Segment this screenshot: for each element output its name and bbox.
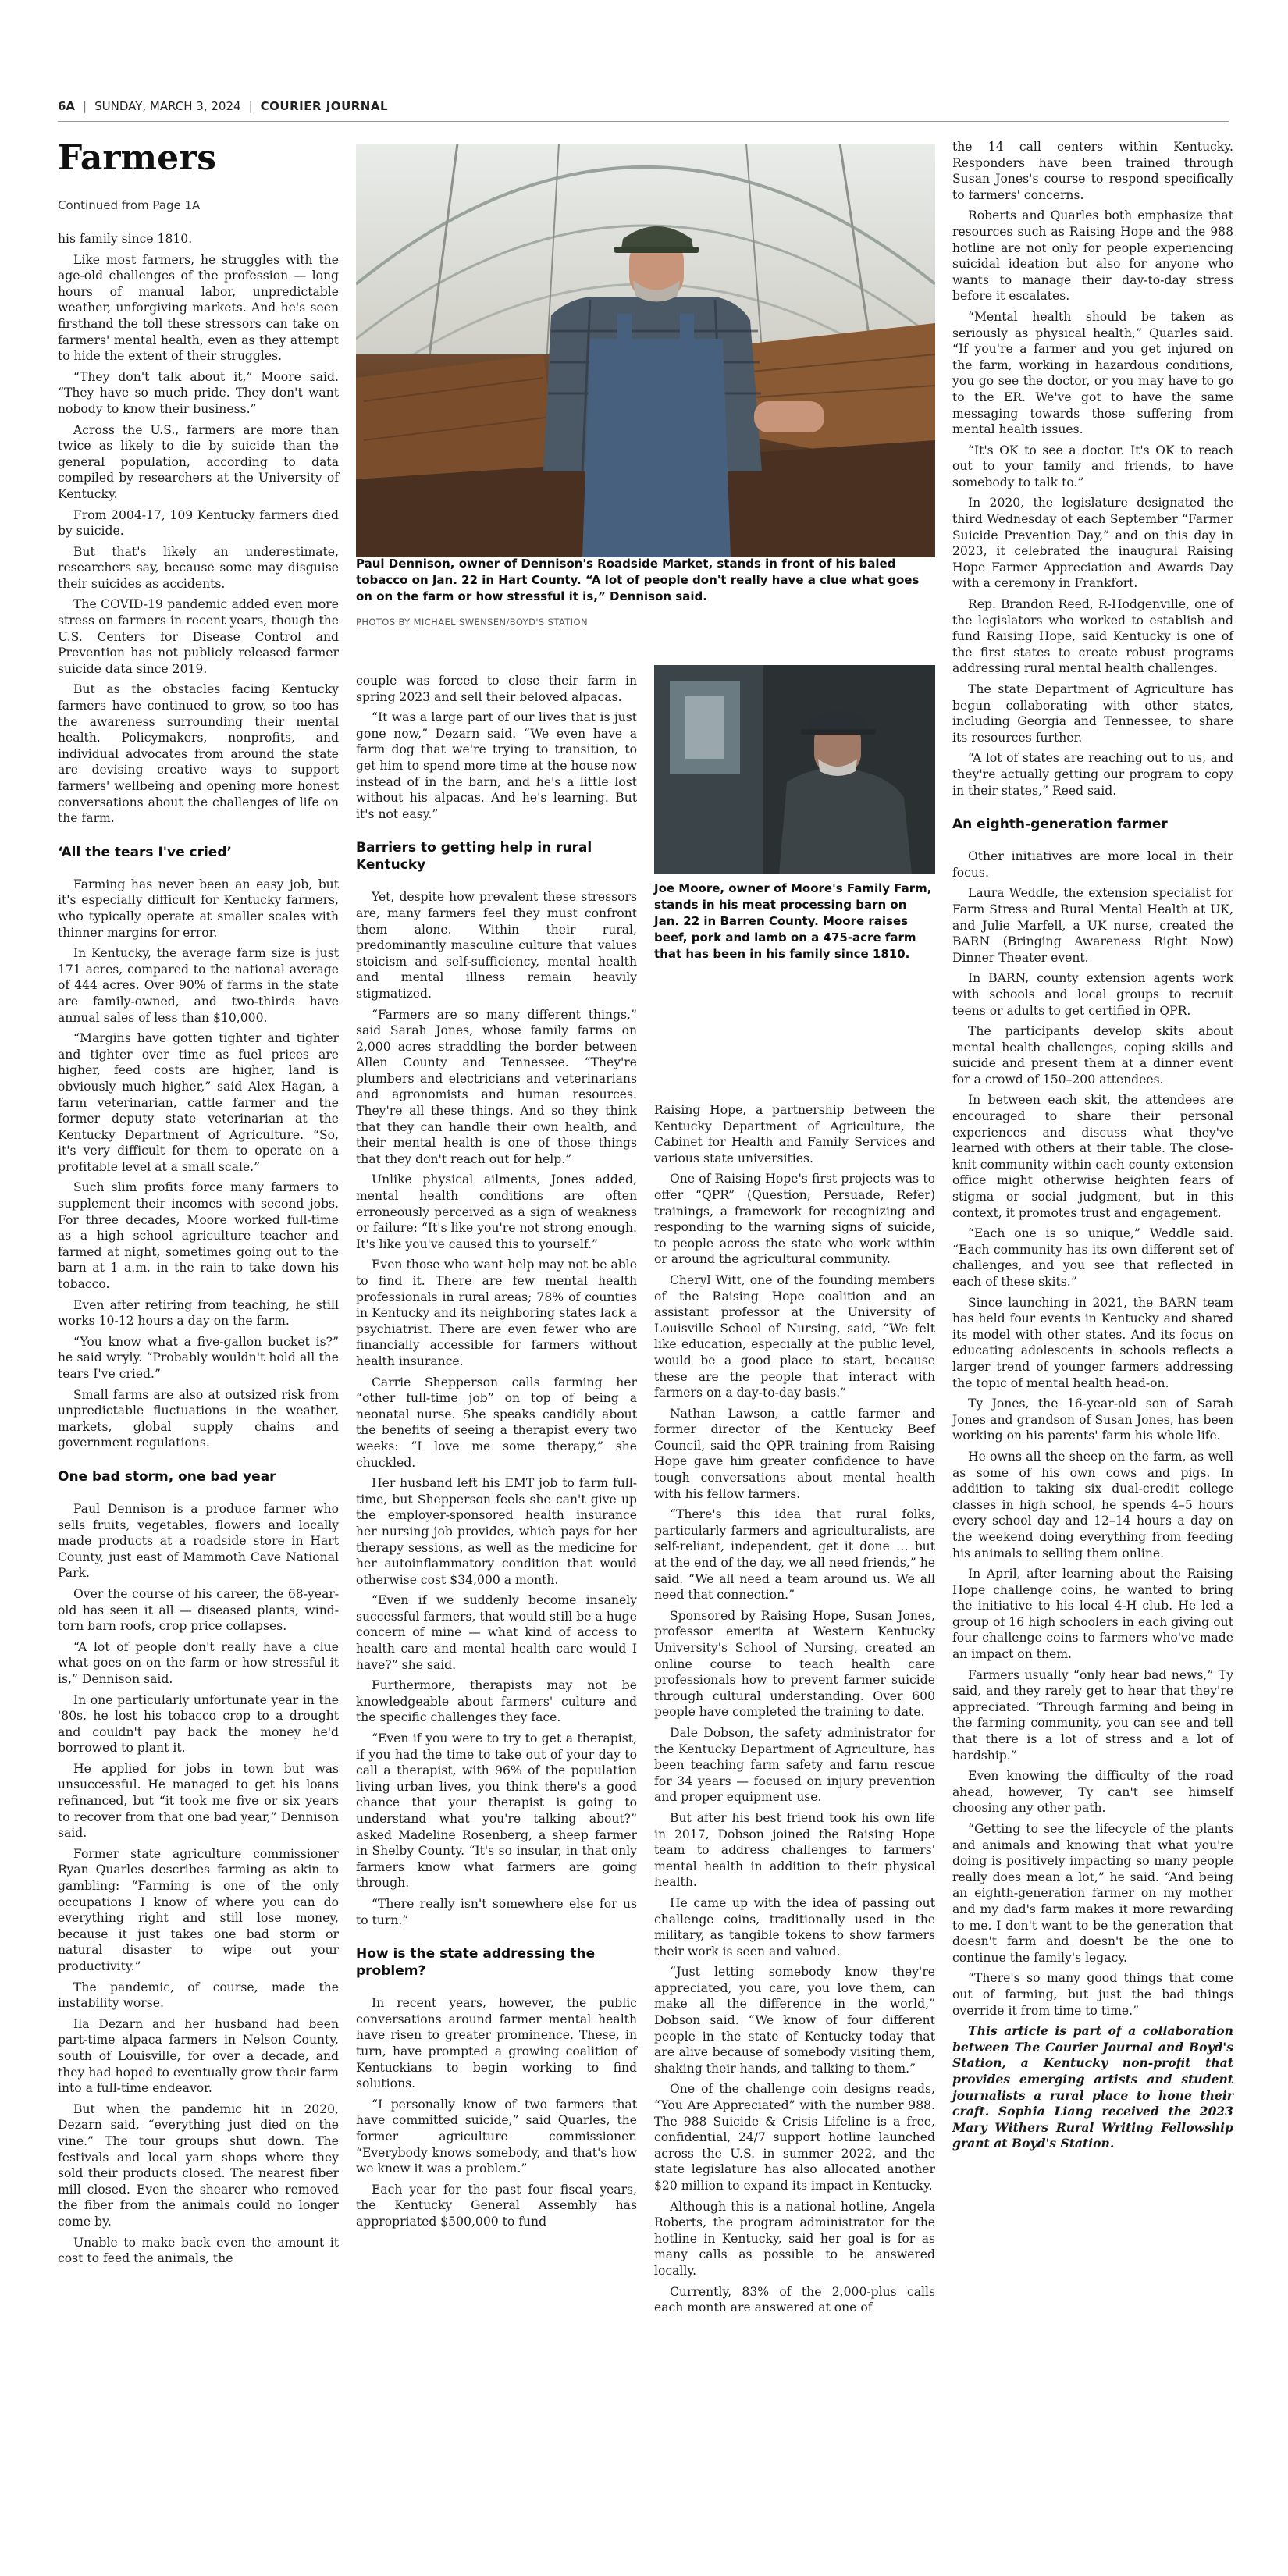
paragraph: Former state agriculture commissioner Ryan Quarles describes farming as akin to gambling: “Farming is one of the only occupations I know of where you can do everything right and still lose money, because it just takes one bad storm or natural disaster to wipe out your productivity.” bbox=[58, 1846, 339, 1973]
paragraph: Since launching in 2021, the BARN team has held four events in Kentucky and shared its model with other states. And its focus on educating adolescents in schools reflects a larger trend of younger farmers addressing the topic of mental health head-on. bbox=[952, 1295, 1233, 1390]
paragraph: “A lot of states are reaching out to us, and they're actually getting our program to copy in their states,” Reed said. bbox=[952, 751, 1233, 798]
paragraph: “Mental health should be taken as seriously as physical health,” Quarles said. “If you're a farmer and you get injured on the farm, working in hazardous conditions, you go see the doctor, or you may have to go to the ER. We've got to have the same messaging towards those suffering from mental health issues. bbox=[952, 309, 1233, 437]
paragraph: Unlike physical ailments, Jones added, mental health conditions are often erroneously perceived as a sign of weakness or failure: “It's like you're not strong enough. It's like you've caused this to yourself.” bbox=[356, 1172, 637, 1251]
paragraph: “You know what a five-gallon bucket is?” he said wryly. “Probably wouldn't hold all the tears I've cried.” bbox=[58, 1334, 339, 1381]
paragraph: In one particularly unfortunate year in the '80s, he lost his tobacco crop to a drought and couldn't pay back the money he'd borrowed to plant it. bbox=[58, 1692, 339, 1756]
paragraph: In Kentucky, the average farm size is just 171 acres, compared to the national average of 444 acres. Over 90% of farms in the state are family-owned, and two-thirds have annual sales of less than $10,000. bbox=[58, 946, 339, 1025]
paragraph: Such slim profits force many farmers to supplement their incomes with second jobs. For three decades, Moore worked full-time as a high school agriculture teacher and farmed at night, sometimes going out to the barn at 1 a.m. in the rain to take down his tobacco. bbox=[58, 1180, 339, 1292]
paragraph: “There really isn't somewhere else for us to turn.” bbox=[356, 1896, 637, 1927]
paragraph: Small farms are also at outsized risk from unpredictable fluctuations in the weather, markets, global supply chains and government regulations. bbox=[58, 1387, 339, 1450]
column-4 bbox=[952, 139, 1233, 2157]
paragraph: He applied for jobs in town but was unsuccessful. He managed to get his loans refinanced, but “it took me five or six years to recover from that one bad year,” Dennison said. bbox=[58, 1761, 339, 1841]
paragraph: his family since 1810. bbox=[58, 232, 193, 246]
paragraph: Rep. Brandon Reed, R-Hodgenville, one of the legislators who worked to establish and fund Raising Hope, said Kentucky is one of the first states to create robust programs addressing rural mental health challenges. bbox=[952, 597, 1233, 676]
paragraph: Yet, despite how prevalent these stressors are, many farmers feel they must confront them alone. Within their rural, predominantly masculine culture that values stoicism and self-sufficiency, mental health and mental illness remain heavily stigmatized. bbox=[356, 890, 637, 1001]
paragraph: Even knowing the difficulty of the road ahead, however, Ty can't see himself choosing any other path. bbox=[952, 1769, 1233, 1816]
paragraph: In April, after learning about the Raising Hope challenge coins, he wanted to bring the initiative to his local 4-H club. He led a group of 16 high schoolers in each giving out four challenge coins to farmers who've made an impact on them. bbox=[952, 1567, 1233, 1662]
paragraph: Like most farmers, he struggles with the age-old challenges of the profession — long hours of manual labor, unpredictable weather, unforgiving markets. And he's seen firsthand the toll these stressors can take on farmers' mental health, even as they attempt to hide the extent of their struggles. bbox=[58, 252, 339, 364]
paragraph: Dale Dobson, the safety administrator for the Kentucky Department of Agriculture, has been teaching farm safety and farm rescue for 34 years — focused on injury prevention and proper equipment use. bbox=[654, 1725, 935, 1805]
paragraph: “They don't talk about it,” Moore said. “They have so much pride. They don't want nobody to know their business.” bbox=[58, 369, 339, 416]
paragraph: “Just letting somebody know they're appreciated, you care, you love them, can make all the difference in the world,” Dobson said. “We know of four different people in the state of Kentucky today that are alive because of somebody visiting them, shaking their hands, and talking to them.” bbox=[654, 1965, 935, 2076]
paragraph: In recent years, however, the public conversations around farmer mental health have risen to greater prominence. These, in turn, have prompted a growing coalition of Kentuckians to begin working to find solutions. bbox=[356, 1996, 637, 2091]
paragraph: Each year for the past four fiscal years, the Kentucky General Assembly has appropriated $500,000 to fund bbox=[356, 2182, 637, 2229]
paragraph: “Getting to see the lifecycle of the plants and animals and knowing that what you're doing is positively impacting so many people really does mean a lot,” he said. “And being an eighth-generation farmer on my mother and my dad's farm makes it more rewarding to me. I don't want to be the generation that doesn't farm and doesn't be the one to continue the family's legacy. bbox=[952, 1822, 1233, 1965]
paragraph: Nathan Lawson, a cattle farmer and former director of the Kentucky Beef Council, said the QPR training from Raising Hope gave him greater confidence to have tough conversations about mental health with his fellow farmers. bbox=[654, 1406, 935, 1501]
paragraph: Farming has never been an easy job, but it's especially difficult for Kentucky farmers, who typically operate at smaller scales with thinner margins for error. bbox=[58, 877, 339, 940]
paragraph: Sponsored by Raising Hope, Susan Jones, professor emerita at Western Kentucky University's School of Nursing, created an online course to teach health care professionals how to prevent farmer suicide through cultural understanding. Over 600 people have completed the training to date. bbox=[654, 1608, 935, 1720]
paragraph: Other initiatives are more local in their focus. bbox=[952, 849, 1233, 880]
paragraph: He came up with the idea of passing out challenge coins, traditionally used in the military, as tangible tokens to show farmers their work is seen and valued. bbox=[654, 1895, 935, 1959]
page-folio: 6A | SUNDAY, MARCH 3, 2024 | COURIER JOURNAL bbox=[58, 99, 389, 113]
paragraph: Cheryl Witt, one of the founding members of the Raising Hope coalition and an assistant professor at the University of Louisville School of Nursing, said, “We felt like education, especially at the public level, would be a good place to start, because these are the people that interact with farmers on a day-to-day basis.” bbox=[654, 1272, 935, 1400]
subhead-eighth-generation: An eighth-generation farmer bbox=[952, 817, 1168, 833]
paragraph: One of the challenge coin designs reads, “You Are Appreciated” with the number 988. The 988 Suicide & Crisis Lifeline is a free, confidential, 24/7 support hotline launched across the U.S. in summer 2022, and the state legislature has also allocated another $20 million to expand its impact in Kentucky. bbox=[654, 2082, 935, 2193]
paragraph: In BARN, county extension agents work with schools and local groups to recruit teens or adults to get certified in QPR. bbox=[952, 971, 1233, 1018]
paragraph: Although this is a national hotline, Angela Roberts, the program administrator for the hotline in Kentucky, said her goal is for as many calls as possible to be answered locally. bbox=[654, 2199, 935, 2278]
photo-credit: PHOTOS BY MICHAEL SWENSEN/BOYD'S STATION bbox=[356, 617, 588, 628]
column-1 bbox=[58, 231, 339, 2272]
paragraph: “I personally know of two farmers that have committed suicide,” said Quarles, the former agriculture commissioner. “Everybody knows somebody, and that's how we knew it was a problem.” bbox=[356, 2097, 637, 2176]
paragraph: “Even if you were to try to get a therapist, if you had the time to take out of your day to call a therapist, with 96% of the population living urban lives, you think there's a good chance that your therapist is going to understand what you're talking about?” asked Madeline Rosenberg, a sheep farmer in Shelby County. “It's so insular, in that only farmers know what farmers are going through. bbox=[356, 1731, 637, 1891]
paragraph: Laura Weddle, the extension specialist for Farm Stress and Rural Mental Health at UK, and Julie Marfell, a UK nurse, created the BARN (Bringing Awareness Right Now) Dinner Theater event. bbox=[952, 886, 1233, 965]
paragraph: Her husband left his EMT job to farm full-time, but Shepperson feels she can't give up the employer-sponsored health insurance her nursing job provides, which pays for her therapy sessions, as well as the medicine for her autoinflammatory condition that would otherwise cost $34,000 a month. bbox=[356, 1476, 637, 1587]
dennison-photo bbox=[356, 144, 935, 557]
issue-date: SUNDAY, MARCH 3, 2024 bbox=[94, 99, 241, 113]
subhead-one-bad-storm: One bad storm, one bad year bbox=[58, 1468, 276, 1485]
big-photo-caption: Paul Dennison, owner of Dennison's Roadside Market, stands in front of his baled tobacco on Jan. 22 in Hart County. “A lot of people don't really have a clue what goes on on the farm or how stressful it is,” Dennison said. bbox=[356, 557, 920, 603]
page-number: 6A bbox=[58, 99, 76, 113]
paragraph: “It's OK to see a doctor. It's OK to reach out to your family and friends, to have somebody to talk to.” bbox=[952, 443, 1233, 489]
paragraph: “There's so many good things that come out of farming, but just the bad things override it from time to time.” bbox=[952, 1971, 1233, 2018]
paragraph: But as the obstacles facing Kentucky farmers have continued to grow, so too has the awareness surrounding their mental health. Policymakers, nonprofits, and individual advocates from around the state are devising creative ways to support farmers' wellbeing and opening more honest conversations about the challenges of life on the farm. bbox=[58, 682, 339, 826]
paragraph: “There's this idea that rural folks, particularly farmers and agriculturalists, are self-reliant, independent, get it done … but at the end of the day, we all need friends,” he said. “We all need a team around us. We all need that connection.” bbox=[654, 1507, 935, 1603]
paragraph: But after his best friend took his own life in 2017, Dobson joined the Raising Hope team to address challenges to farmers' mental health in addition to their physical health. bbox=[654, 1810, 935, 1890]
paragraph: “A lot of people don't really have a clue what goes on on the farm or how stressful it is,” Dennison said. bbox=[58, 1639, 339, 1686]
paragraph: One of Raising Hope's first projects was to offer “QPR” (Question, Persuade, Refer) trainings, a framework for recognizing and responding to the warning signs of suicide, to people across the state who work within or around the agricultural community. bbox=[654, 1172, 935, 1267]
paragraph: Carrie Shepperson calls farming her “other full-time job” on top of being a neonatal nurse. She speaks candidly about the benefits of seeing a therapist every two weeks: “I love me some therapy,” she chuckled. bbox=[356, 1375, 637, 1470]
column-2 bbox=[356, 673, 637, 2234]
paragraph: Even those who want help may not be able to find it. There are few mental health professionals in rural areas; 78% of counties in Kentucky and its neighboring states lack a psychiatrist. There are even fewer who are financially accessible for farmers without health insurance. bbox=[356, 1258, 637, 1368]
paragraph: The state Department of Agriculture has begun collaborating with other states, including Georgia and Tennessee, to share its resources further. bbox=[952, 682, 1233, 745]
header-rule bbox=[58, 121, 1229, 122]
moore-photo bbox=[654, 665, 935, 874]
jump-line: Continued from Page 1A bbox=[58, 198, 201, 212]
paragraph: “Margins have gotten tighter and tighter and tighter over time as fuel prices are higher, feed costs are higher, land is obviously much higher,” said Alex Hagan, a farm veterinarian, cattle farmer and the former deputy state veterinarian at the Kentucky Department of Agriculture. “So, it's very difficult for them to operate on a profitable level at a small scale.” bbox=[58, 1031, 339, 1174]
story-headline: Farmers bbox=[58, 138, 217, 178]
paragraph: The pandemic, of course, made the instability worse. bbox=[58, 1980, 339, 2011]
paragraph: the 14 call centers within Kentucky. Responders have been trained through Susan Jones's course to respond specifically to farmers' concerns. bbox=[952, 140, 1233, 202]
paragraph: Even after retiring from teaching, he still works 10-12 hours a day on the farm. bbox=[58, 1297, 339, 1329]
paragraph: But when the pandemic hit in 2020, Dezarn said, “everything just died on the vine.” The tour groups shut down. The festivals and local yarn shops where they sold their products closed. The nearest fiber mill closed. Even the shearer who removed the fiber from the animals could no longer come by. bbox=[58, 2101, 339, 2229]
paragraph: From 2004-17, 109 Kentucky farmers died by suicide. bbox=[58, 507, 339, 539]
paragraph: Currently, 83% of the 2,000-plus calls each month are answered at one of bbox=[654, 2284, 935, 2315]
newspaper-name: COURIER JOURNAL bbox=[260, 99, 389, 113]
small-photo-caption: Joe Moore, owner of Moore's Family Farm, stands in his meat processing barn on Jan. 22 in Barren County. Moore raises beef, pork and lamb on a 475-acre farm that has been in his family since 1810. bbox=[654, 881, 932, 961]
paragraph: Ila Dezarn and her husband had been part-time alpaca farmers in Nelson County, south of Louisville, for over a decade, and they had hoped to eventually grow their farm into a full-time endeavor. bbox=[58, 2016, 339, 2096]
subhead-all-the-tears: ‘All the tears I've cried’ bbox=[58, 844, 232, 860]
paragraph: couple was forced to close their farm in spring 2023 and sell their beloved alpacas. bbox=[356, 674, 637, 704]
paragraph: Raising Hope, a partnership between the Kentucky Department of Agriculture, the Cabinet for Health and Family Services and various state universities. bbox=[654, 1103, 935, 1165]
paragraph: Paul Dennison is a produce farmer who sells fruits, vegetables, flowers and locally made products at a roadside store in Hart County, just east of Mammoth Cave National Park. bbox=[58, 1501, 339, 1581]
paragraph: Over the course of his career, the 68-year-old has seen it all — diseased plants, wind-torn barn roofs, crop price collapses. bbox=[58, 1586, 339, 1634]
collaboration-note: This article is part of a collaboration between The Courier Journal and Boyd's Station, a Kentucky non-profit that provides emerging artists and student journalists a rural place to hone their craft. Sophia Liang received the 2023 Mary Withers Rural Writing Fellowship grant at Boyd's Station. bbox=[952, 2023, 1233, 2151]
paragraph: Ty Jones, the 16-year-old son of Sarah Jones and grandson of Susan Jones, has been working on his parents' farm his whole life. bbox=[952, 1397, 1233, 1443]
paragraph: The participants develop skits about mental health challenges, coping skills and suicide and present them at a dinner event for a crowd of 150–200 attendees. bbox=[952, 1024, 1233, 1087]
column-3 bbox=[654, 1102, 935, 2321]
paragraph: The COVID-19 pandemic added even more stress on farmers in recent years, though the U.S. Centers for Disease Control and Prevention has not publicly released farmer suicide data since 2019. bbox=[58, 597, 339, 676]
subhead-barriers: Barriers to getting help in rural Kentucky bbox=[356, 840, 592, 873]
paragraph: He owns all the sheep on the farm, as well as some of his own cows and pigs. In addition to taking six dual-credit college classes in high school, he spends 4–5 hours every school day and 12–14 hours a day on the weekend doing everything from feeding his animals to selling them online. bbox=[952, 1449, 1233, 1560]
paragraph: Unable to make back even the amount it cost to feed the animals, the bbox=[58, 2235, 339, 2266]
paragraph: “It was a large part of our lives that is just gone now,” Dezarn said. “We even have a farm dog that we're trying to transition, to get him to spend more time at the house now instead of in the barn, and he's a little lost without his alpacas. And he's learning. But it's not easy.” bbox=[356, 710, 637, 821]
paragraph: In between each skit, the attendees are encouraged to share their personal experiences and discuss what they've learned with others at their table. The close-knit community within each county extension office might otherwise heighten fears of stigma or social judgment, but in this context, it promotes trust and engagement. bbox=[952, 1093, 1233, 1220]
paragraph: “Even if we suddenly become insanely successful farmers, that would still be a huge concern of mine — what kind of access to health care and mental health care would I have?” she said. bbox=[356, 1593, 637, 1672]
paragraph: Farmers usually “only hear bad news,” Ty said, and they rarely get to hear that they're appreciated. “Through farming and being in the farming community, you can see and tell that there is a lot of stress and a lot of hardship.” bbox=[952, 1667, 1233, 1763]
paragraph: But that's likely an underestimate, researchers say, because some may disguise their suicides as accidents. bbox=[58, 544, 339, 591]
paragraph: Roberts and Quarles both emphasize that resources such as Raising Hope and the 988 hotline are not only for people experiencing suicidal ideation but also for anyone who wants to manage their day-to-day stress before it escalates. bbox=[952, 208, 1233, 304]
paragraph: “Farmers are so many different things,” said Sarah Jones, whose family farms on 2,000 acres straddling the border between Allen County and Tennessee. “They're plumbers and electricians and veterinarians and agronomists and human resources. They're all these things. And so they think that they can handle their own health, and their mental health is one of those things that they don't reach out for help.” bbox=[356, 1007, 637, 1166]
paragraph: In 2020, the legislature designated the third Wednesday of each September “Farmer Suicide Prevention Day,” and on this day in 2023, it celebrated the inaugural Raising Hope Farmer Appreciation and Awards Day with a ceremony in Frankfort. bbox=[952, 496, 1233, 591]
paragraph: Across the U.S., farmers are more than twice as likely to die by suicide than the general population, according to data compiled by researchers at the University of Kentucky. bbox=[58, 422, 339, 501]
paragraph: Furthermore, therapists may not be knowledgeable about farmers' culture and the specific challenges they face. bbox=[356, 1678, 637, 1725]
subhead-state-addressing: How is the state addressing the problem? bbox=[356, 1946, 596, 1980]
paragraph: “Each one is so unique,” Weddle said. “Each community has its own different set of challenges, and you see that reflected in each of these skits.” bbox=[952, 1226, 1233, 1289]
